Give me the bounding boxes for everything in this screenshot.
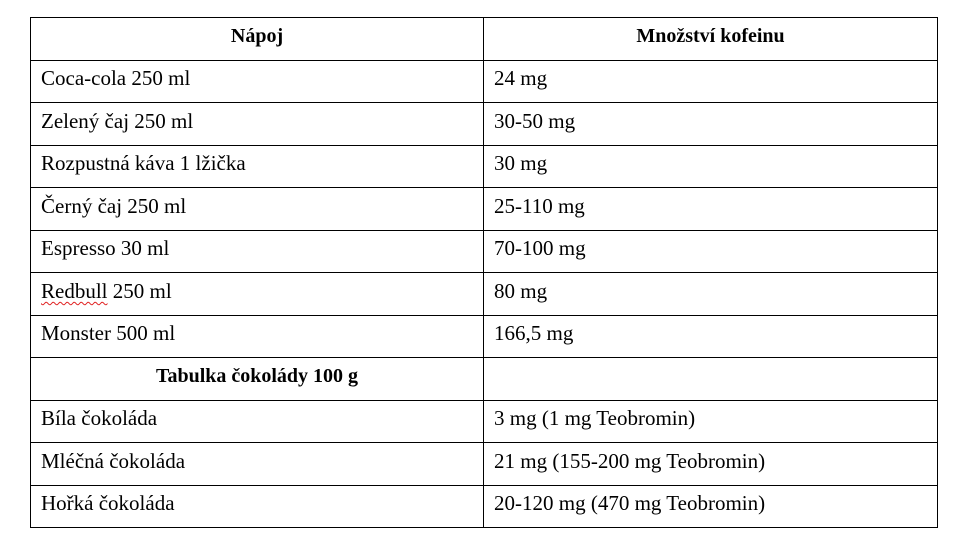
caffeine-amount: 20-120 mg (470 mg Teobromin) [484,485,938,528]
spellcheck-flagged-word: Redbull [41,278,108,303]
chocolate-name: Mléčná čokoláda [31,443,484,486]
section-header-row [31,358,938,401]
caffeine-table [30,17,938,528]
header-caffeine-amount: Množství kofeinu [484,18,938,61]
table-row [31,443,938,486]
caffeine-amount: 80 mg [484,273,938,316]
table-row [31,485,938,528]
caffeine-amount: 70-100 mg [484,230,938,273]
drink-volume: 250 ml [107,278,172,303]
table-row [31,188,938,231]
caffeine-amount: 21 mg (155-200 mg Teobromin) [484,443,938,486]
drink-name: Espresso 30 ml [31,230,484,273]
drink-name [31,273,484,316]
drink-name: Monster 500 ml [31,315,484,358]
caffeine-amount: 30-50 mg [484,103,938,146]
table-header-row [31,18,938,61]
chocolate-name: Hořká čokoláda [31,485,484,528]
table-row [31,103,938,146]
table-row [31,315,938,358]
chocolate-name: Bíla čokoláda [31,400,484,443]
table-row [31,145,938,188]
drink-name: Černý čaj 250 ml [31,188,484,231]
chocolate-section-title: Tabulka čokolády 100 g [31,358,484,401]
drink-name: Zelený čaj 250 ml [31,103,484,146]
table-row [31,60,938,103]
section-empty-cell [484,358,938,401]
drink-name: Rozpustná káva 1 lžička [31,145,484,188]
table-row [31,400,938,443]
table-row [31,230,938,273]
caffeine-amount: 166,5 mg [484,315,938,358]
caffeine-amount: 3 mg (1 mg Teobromin) [484,400,938,443]
drink-name: Coca-cola 250 ml [31,60,484,103]
caffeine-amount: 24 mg [484,60,938,103]
table-row [31,273,938,316]
header-drink: Nápoj [31,18,484,61]
caffeine-amount: 25-110 mg [484,188,938,231]
caffeine-amount: 30 mg [484,145,938,188]
